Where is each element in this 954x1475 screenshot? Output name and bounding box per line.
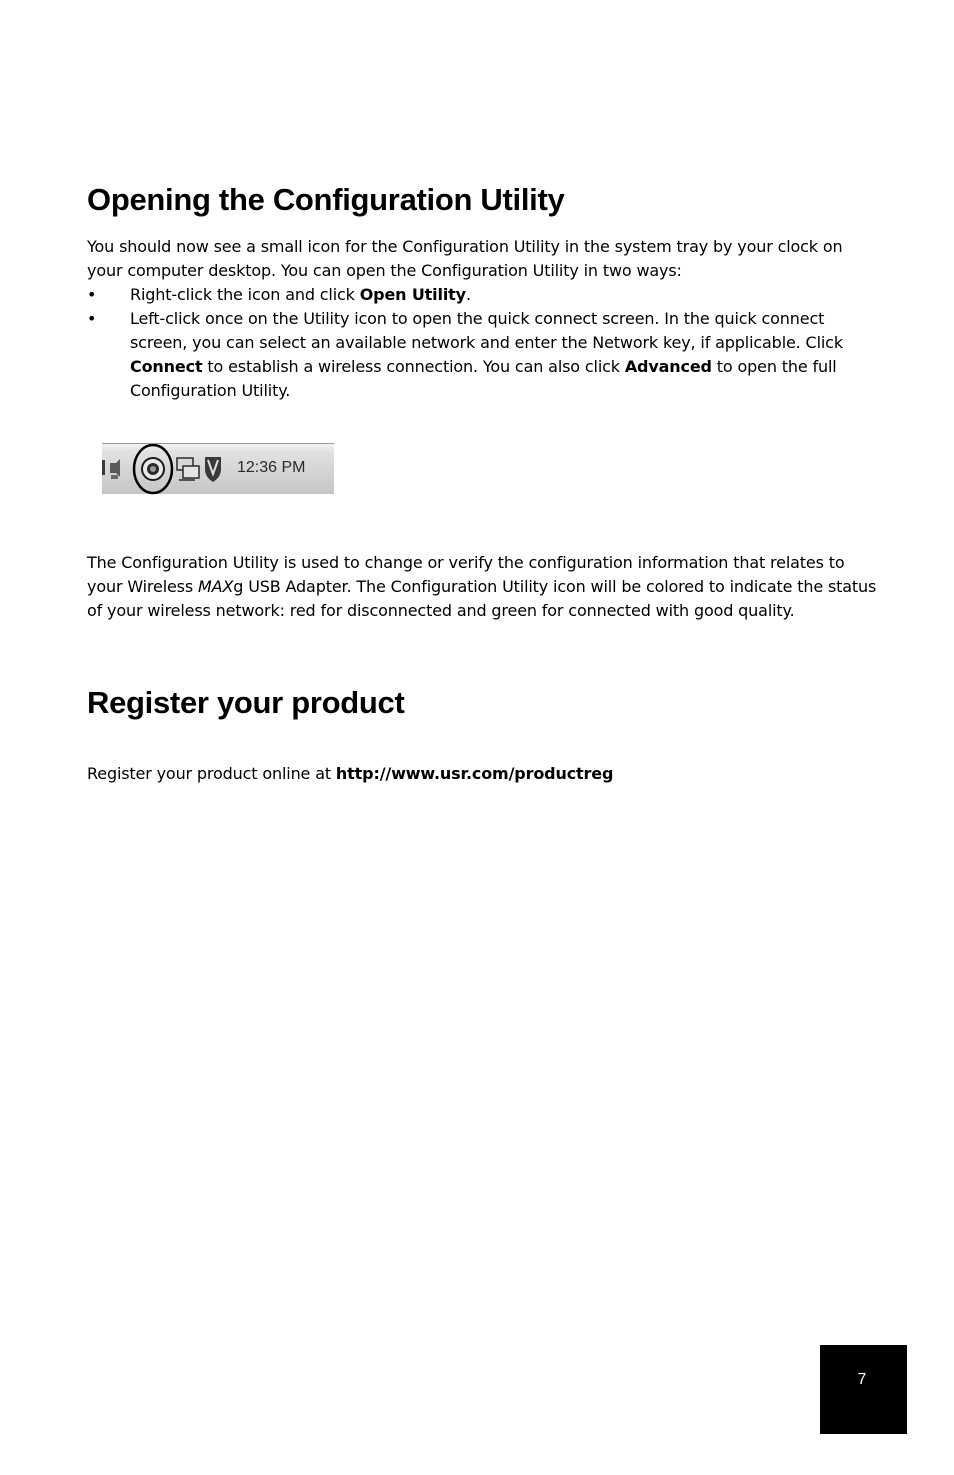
config-description: [87, 551, 877, 623]
section-title-register: Register your product: [87, 685, 405, 720]
bullet2-text-end: to open the full Configuration Utility.: [130, 357, 837, 400]
bullet-marker: •: [87, 309, 97, 328]
advanced-label: Advanced: [624, 357, 712, 376]
section-title-opening: Opening the Configuration Utility: [87, 182, 565, 217]
bullet1-end: .: [465, 285, 471, 304]
description-text-cont: g USB Adapter. The Configuration Utility icon will be colored to indicate the status of your wireless network: red for disconnected and green for connected with good quality.: [87, 577, 877, 620]
shield-icon: [205, 457, 221, 482]
register-text: Register your product online at: [87, 764, 336, 783]
list-item: [87, 283, 877, 307]
product-name-italic: MAX: [198, 577, 234, 596]
page-number-box: [820, 1345, 907, 1434]
system-tray-screenshot: [102, 443, 334, 494]
page-number: 7: [857, 1371, 867, 1388]
speaker-icon: [102, 459, 120, 479]
open-utility-label: Open Utility: [359, 285, 466, 304]
list-item: [87, 307, 877, 403]
description-text: The Configuration Utility is used to change or verify the configuration information that relates to your Wireless: [87, 553, 845, 596]
intro-paragraph: You should now see a small icon for the Configuration Utility in the system tray by your clock on your computer desktop. You can open the Configuration Utility in two ways:: [87, 237, 843, 280]
connect-label: Connect: [130, 357, 203, 376]
bullet-marker: •: [87, 285, 97, 304]
instruction-list: [87, 283, 877, 403]
network-icon: [177, 458, 199, 480]
configuration-utility-icon[interactable]: [134, 445, 172, 493]
bullet1-text: Right-click the icon and click: [130, 285, 360, 304]
clock-time: 12:36 PM: [237, 459, 306, 476]
bullet2-text: Left-click once on the Utility icon to open the quick connect screen. In the quick connect screen, you can select an available network and enter the Network key, if applicable. Click: [130, 309, 843, 352]
register-paragraph: [87, 762, 877, 786]
bullet2-text-cont: to establish a wireless connection. You can also click: [202, 357, 625, 376]
registration-url[interactable]: http://www.usr.com/productreg: [335, 764, 614, 783]
